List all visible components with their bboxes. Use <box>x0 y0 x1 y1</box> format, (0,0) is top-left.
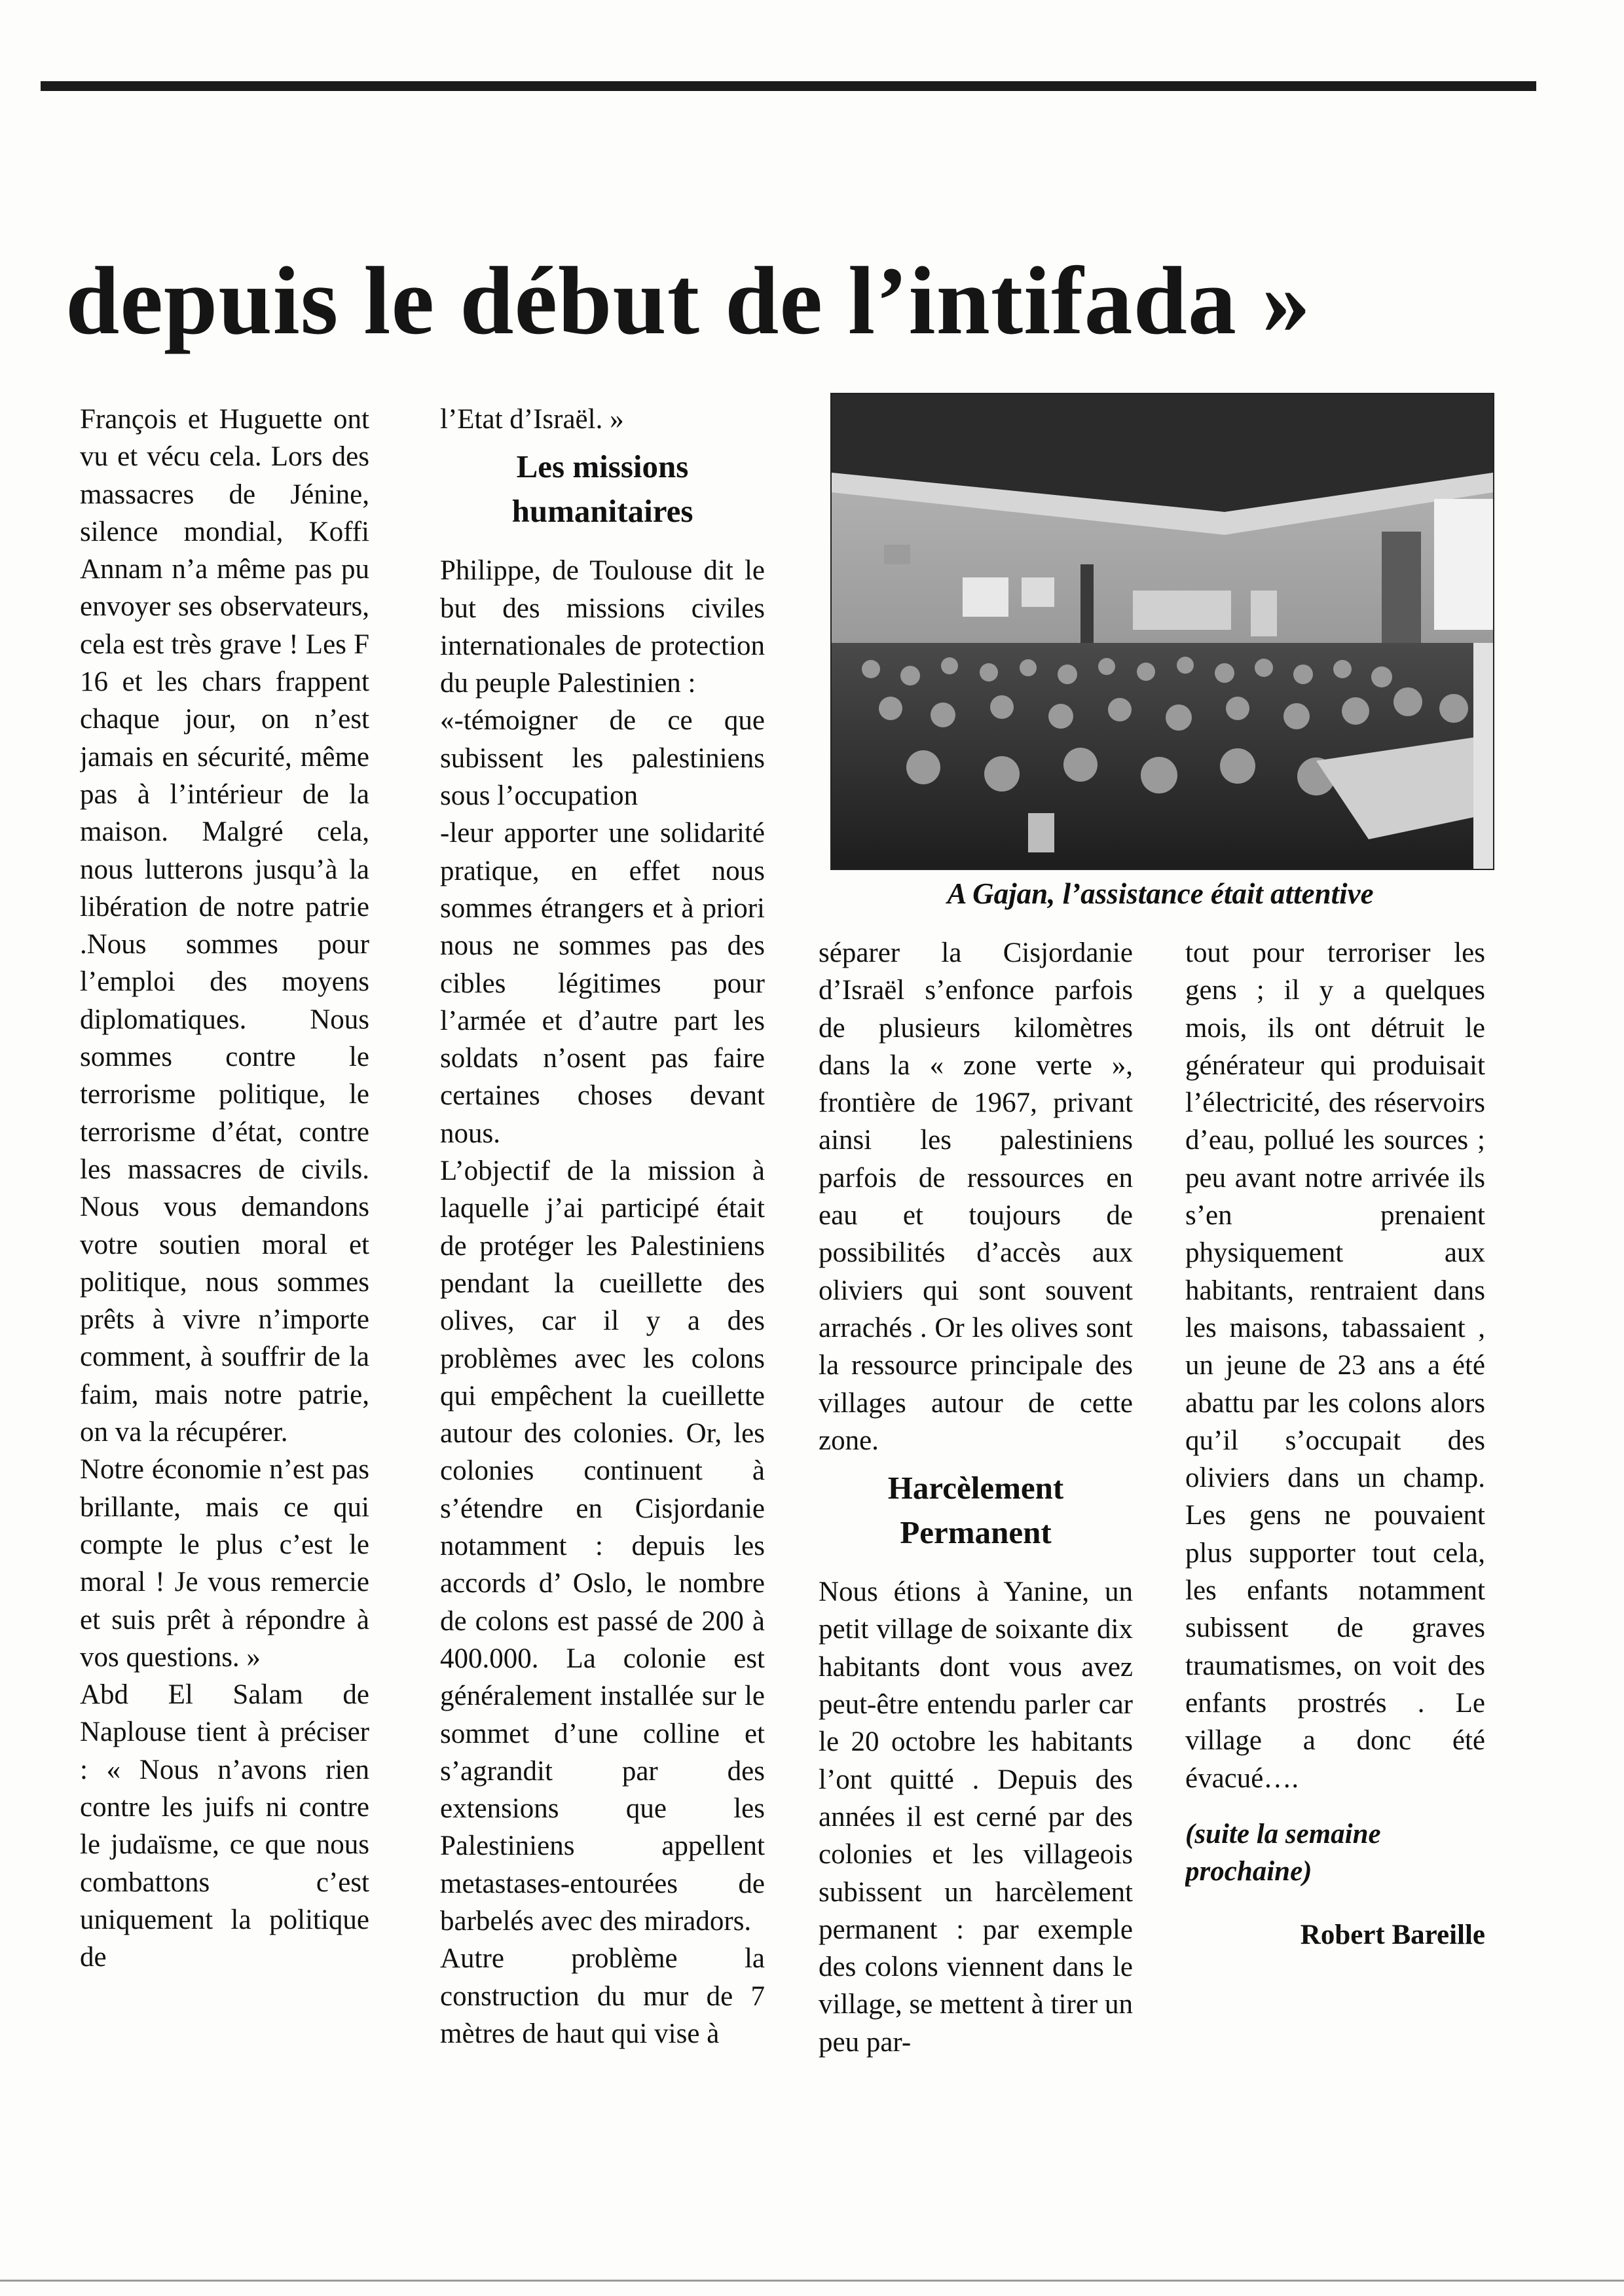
section-heading: Les missions humanitaires <box>511 448 693 530</box>
bottom-rule <box>0 2280 1624 2282</box>
paragraph: Autre problème la construction du mur de 7 mètres de haut qui vise à <box>440 1943 765 2049</box>
paragraph: Notre économie n’est pas brillante, mais ce qui compte le plus c’est le moral ! Je vous remercie et suis prêt à répondre à vos questions. » <box>80 1454 369 1673</box>
audience-photo <box>830 393 1494 870</box>
headline: depuis le début de l’intifada » <box>65 247 1311 355</box>
paragraph: -leur apporter une solidarité pratique, en effet nous sommes étrangers et à priori nous ne sommes pas des cibles légitimes pour l’armée et d’autre part les soldats n’osent pas faire certaines choses devant nous. <box>440 818 765 1149</box>
article-column-2 <box>440 401 765 2052</box>
article-column-3 <box>819 934 1133 2061</box>
author-signature: Robert Bareille <box>1300 1920 1485 1951</box>
photo-caption: A Gajan, l’assistance était attentive <box>947 877 1374 910</box>
paragraph: séparer la Cisjordanie d’Israël s’enfonce parfois de plusieurs kilomètres dans la « zone verte », frontière de 1967, privant ainsi les palestiniens parfois de ressources en eau et toujours de possibilités d’accès aux oliviers qui sont souvent arrachés . Or les olives sont la ressource principale des villages autour de cette zone. <box>819 938 1133 1456</box>
audience-photo-image <box>832 394 1493 869</box>
paragraph: l’Etat d’Israël. » <box>440 404 624 435</box>
paragraph: Nous étions à Yanine, un petit village de soixante dix habitants dont vous avez peut-être entendu parler car le 20 octobre les habitants l’ont quitté . Depuis des années il est cerné par des colonies et les villageois subissent un harcèlement permanent : par exemple des colons viennent dans le village, se mettent à tirer un peu par- <box>819 1576 1133 2058</box>
paragraph: tout pour terroriser les gens ; il y a quelques mois, ils ont détruit le générateur qui produisait l’électricité, des réservoirs d’eau, pollué les sources ; peu avant notre arrivée ils s’en prenaient physiquement aux habitants, rentraient dans les maisons, tabassaient , un jeune de 23 ans a été abattu par les colons alors qu’il s’occupait des oliviers dans un champ. Les gens ne pouvaient plus supporter tout cela, les enfants notamment subissent de graves traumatismes, on voit des enfants prostrés . Le village a donc été évacué…. <box>1185 938 1485 1794</box>
article-column-1 <box>80 401 369 1976</box>
top-rule <box>41 81 1536 91</box>
paragraph: François et Huguette ont vu et vécu cela. Lors des massacres de Jénine, silence mondial, Koffi Annam n’a même pas pu envoyer ses observateurs, cela est très grave ! Les F 16 et les chars frappent chaque jour, on n’est jamais en sécurité, même pas à l’intérieur de la maison. Malgré cela, nous lutterons jusqu’à la libération de notre patrie .Nous sommes pour l’emploi des moyens diplomatiques. Nous sommes contre le terrorisme politique, le terrorisme d’état, contre les massacres de civils. Nous vous demandons votre soutien moral et politique, nous sommes prêts à vivre n’importe comment, à souffrir de la faim, mais notre patrie, on va la récupérer. <box>80 404 369 1448</box>
continuation-note: (suite la semaine prochaine) <box>1185 1818 1381 1887</box>
section-heading: Harcèlement Permanent <box>887 1470 1064 1551</box>
article-column-4 <box>1185 934 1485 1954</box>
paragraph: Abd El Salam de Naplouse tient à préciser : « Nous n’avons rien contre les juifs ni contre le judaïsme, ce que nous combattons c’est uniquement la politique de <box>80 1679 369 1973</box>
paragraph: Philippe, de Toulouse dit le but des missions civiles internationales de protection du peuple Palestinien : <box>440 555 765 699</box>
paragraph: «-témoigner de ce que subissent les palestiniens sous l’occupation <box>440 705 765 812</box>
paragraph: L’objectif de la mission à laquelle j’ai participé était de protéger les Palestiniens pendant la cueillette des olives, car il y a des problèmes avec les colons qui empêchent la cueillette autour des colonies. Or, les colonies continuent à s’étendre en Cisjordanie notamment : depuis les accords d’ Oslo, le nombre de colons est passé de 200 à 400.000. La colonie est généralement installée sur le sommet d’une colline et s’agrandit par des extensions que les Palestiniens appellent metastases-entourées de barbelés avec des miradors. <box>440 1156 765 1937</box>
